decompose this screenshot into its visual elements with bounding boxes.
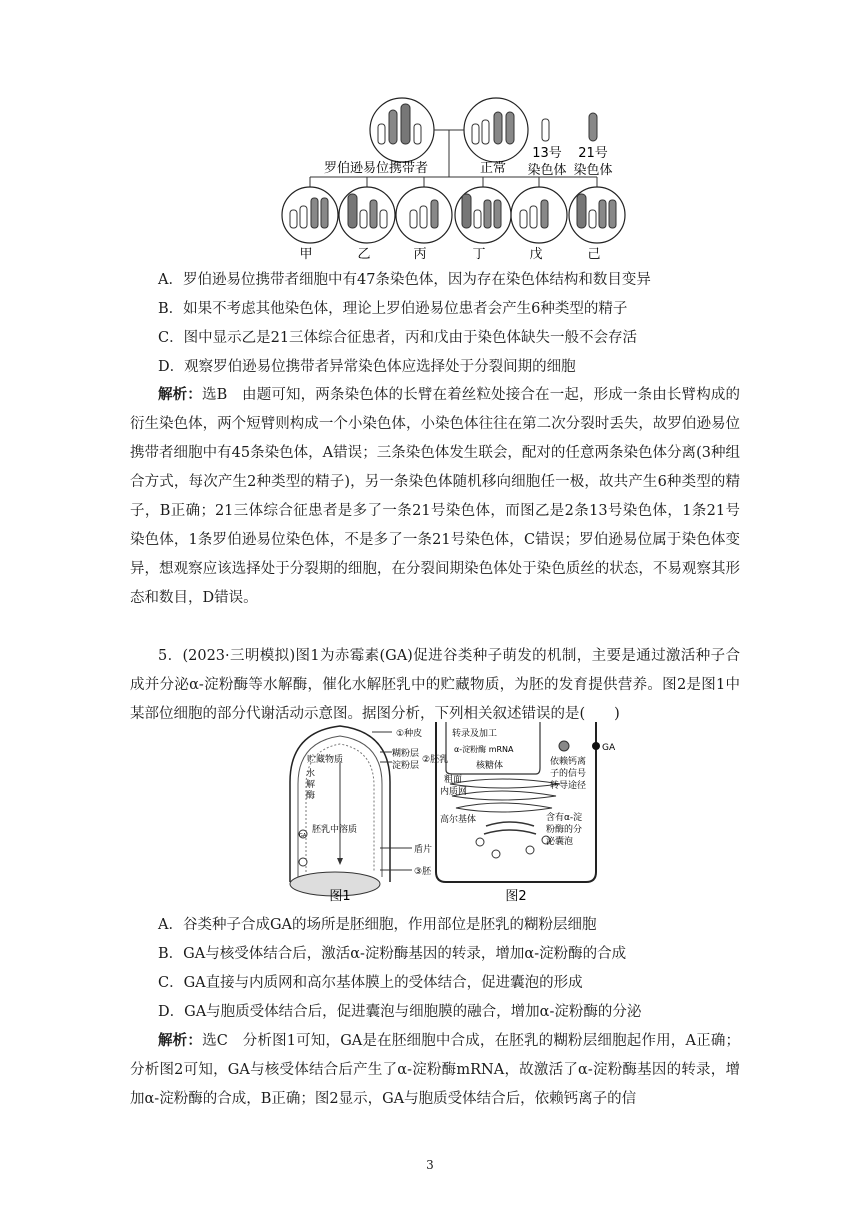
analysis-label: 解析： xyxy=(158,386,202,403)
golgi-label: 高尔基体 xyxy=(440,815,477,825)
offspring-label: 丙 xyxy=(413,247,427,260)
offspring-label: 丁 xyxy=(472,247,486,260)
transcription-label: 转录及加工 xyxy=(452,729,498,739)
normal-label: 正常 xyxy=(479,161,507,176)
q4-option-c: C．图中显示乙是21三体综合征患者，丙和戊由于染色体缺失一般不会存活 xyxy=(158,330,638,346)
q5-analysis xyxy=(130,1026,740,1114)
legend-21-line1: 21号 xyxy=(578,146,608,161)
analysis-text: 选C 分析图1可知，GA是在胚细胞中合成，在胚乳的糊粉层细胞起作用，A正确；分析图2可知，GA与核受体结合后产生了α-淀粉酶mRNA，故激活了α-淀粉酶基因的转录，增加α-淀粉酶的合成，B正确；图2显示，GA与胞质受体结合后，依赖钙离子的信 xyxy=(130,1033,741,1107)
q4-option-a: A．罗伯逊易位携带者细胞中有47条染色体，因为存在染色体结构和数目变异 xyxy=(158,272,651,288)
fig2-caption: 图2 xyxy=(505,889,527,904)
ribosome-label: 核糖体 xyxy=(476,761,504,771)
legend-13-line1: 13号 xyxy=(532,146,562,161)
q5-stem: 5．(2023·三明模拟)图1为赤霉素(GA)促进谷类种子萌发的机制，主要是通过激活种子合成并分泌α-淀粉酶等水解酶，催化水解胚乳中的贮藏物质，为胚的发育提供营养。图2是图1中某部位细胞的部分代谢活动示意图。据图分析，下列相关叙述错误的是( ) xyxy=(130,648,740,722)
offspring-label: 己 xyxy=(587,247,601,260)
chr13-legend-icon xyxy=(542,119,549,141)
hydrolase-label: 水 xyxy=(306,769,316,779)
q4-analysis xyxy=(130,380,740,613)
starchy-label: 淀粉层 xyxy=(392,761,420,771)
offspring-label: 戊 xyxy=(529,247,543,260)
seed-coat-label: ①种皮 xyxy=(396,729,423,739)
q5-option-c: C．GA直接与内质网和高尔基体膜上的受体结合，促进囊泡的形成 xyxy=(158,975,583,991)
vesicle-label: 粉酶的分 xyxy=(546,825,583,835)
storage-label: 贮藏物质 xyxy=(307,755,344,765)
embryo-label: ③胚 xyxy=(414,867,432,877)
pathway-label: 子的信号 xyxy=(550,769,587,779)
q4-option-b: B．如果不考虑其他染色体，理论上罗伯逊易位患者会产生6种类型的精子 xyxy=(158,301,628,317)
mrna-label: α-淀粉酶 mRNA xyxy=(454,745,514,754)
scutellum-label: 盾片 xyxy=(414,845,433,855)
offspring-cells xyxy=(282,187,625,243)
analysis-label: 解析： xyxy=(158,1032,203,1049)
aleurone-label: 糊粉层 xyxy=(392,749,420,759)
ga-mechanism-figure xyxy=(0,722,860,912)
vesicle-label: 含有α-淀 xyxy=(546,813,583,823)
carrier-label: 罗伯逊易位携带者 xyxy=(323,161,429,176)
q5-option-d: D．GA与胞质受体结合后，促进囊泡与细胞膜的融合，增加α-淀粉酶的分泌 xyxy=(158,1004,642,1020)
er-label: 粗面 xyxy=(444,775,463,785)
hydrolase-label: 解 xyxy=(306,780,316,790)
carrier-cell xyxy=(370,98,434,162)
chromosome-figure xyxy=(0,0,860,260)
chr21-legend-icon xyxy=(589,113,597,141)
er-label: 内质网 xyxy=(440,787,468,797)
vesicle-label: 泌囊泡 xyxy=(546,837,574,847)
fig1-caption: 图1 xyxy=(329,889,351,904)
offspring-label: 乙 xyxy=(357,247,371,260)
q5-option-a: A．谷类种子合成GA的场所是胚细胞，作用部位是胚乳的糊粉层细胞 xyxy=(158,917,597,933)
normal-cell xyxy=(464,98,528,162)
legend-21-line2: 染色体 xyxy=(573,163,613,178)
solute-label: 胚乳中溶质 xyxy=(312,825,358,835)
fig1-ga-label: GA xyxy=(299,833,307,839)
pathway-label: 依赖钙离 xyxy=(550,757,587,767)
q4-option-d: D．观察罗伯逊易位携带者异常染色体应选择处于分裂间期的细胞 xyxy=(158,359,576,375)
offspring-label: 甲 xyxy=(299,247,313,260)
legend-13-line2: 染色体 xyxy=(527,163,567,178)
fig2-ga-label: GA xyxy=(602,743,616,753)
endosperm-label: ②胚乳 xyxy=(422,755,449,765)
hydrolase-label: 酶 xyxy=(306,791,316,801)
q5-option-b: B．GA与核受体结合后，激活α-淀粉酶基因的转录，增加α-淀粉酶的合成 xyxy=(158,946,627,962)
page-number: 3 xyxy=(426,1158,434,1172)
analysis-text: 选B 由题可知，两条染色体的长臂在着丝粒处接合在一起，形成一条由长臂构成的衍生染色体，两个短臂则构成一个小染色体，小染色体往往在第二次分裂时丢失，故罗伯逊易位携带者细胞中有45条染色体，A错误；三条染色体发生联会，配对的任意两条染色体分离(3种组合方式，每次产生2种类型的精子)，另一条染色体随机移向细胞任一极，故共产生6种类型的精子，B正确；21三体综合征患者是多了一条21号染色体，而图乙是2条13号染色体，1条21号染色体，1条罗伯逊易位染色体，不是多了一条21号染色体，C错误；罗伯逊易位属于染色体变异，想观察应该选择处于分裂期的细胞，在分裂间期染色体处于染色质丝的状态，不易观察其形态和数目，D错误。 xyxy=(130,387,740,606)
pathway-label: 转导途径 xyxy=(550,781,587,791)
